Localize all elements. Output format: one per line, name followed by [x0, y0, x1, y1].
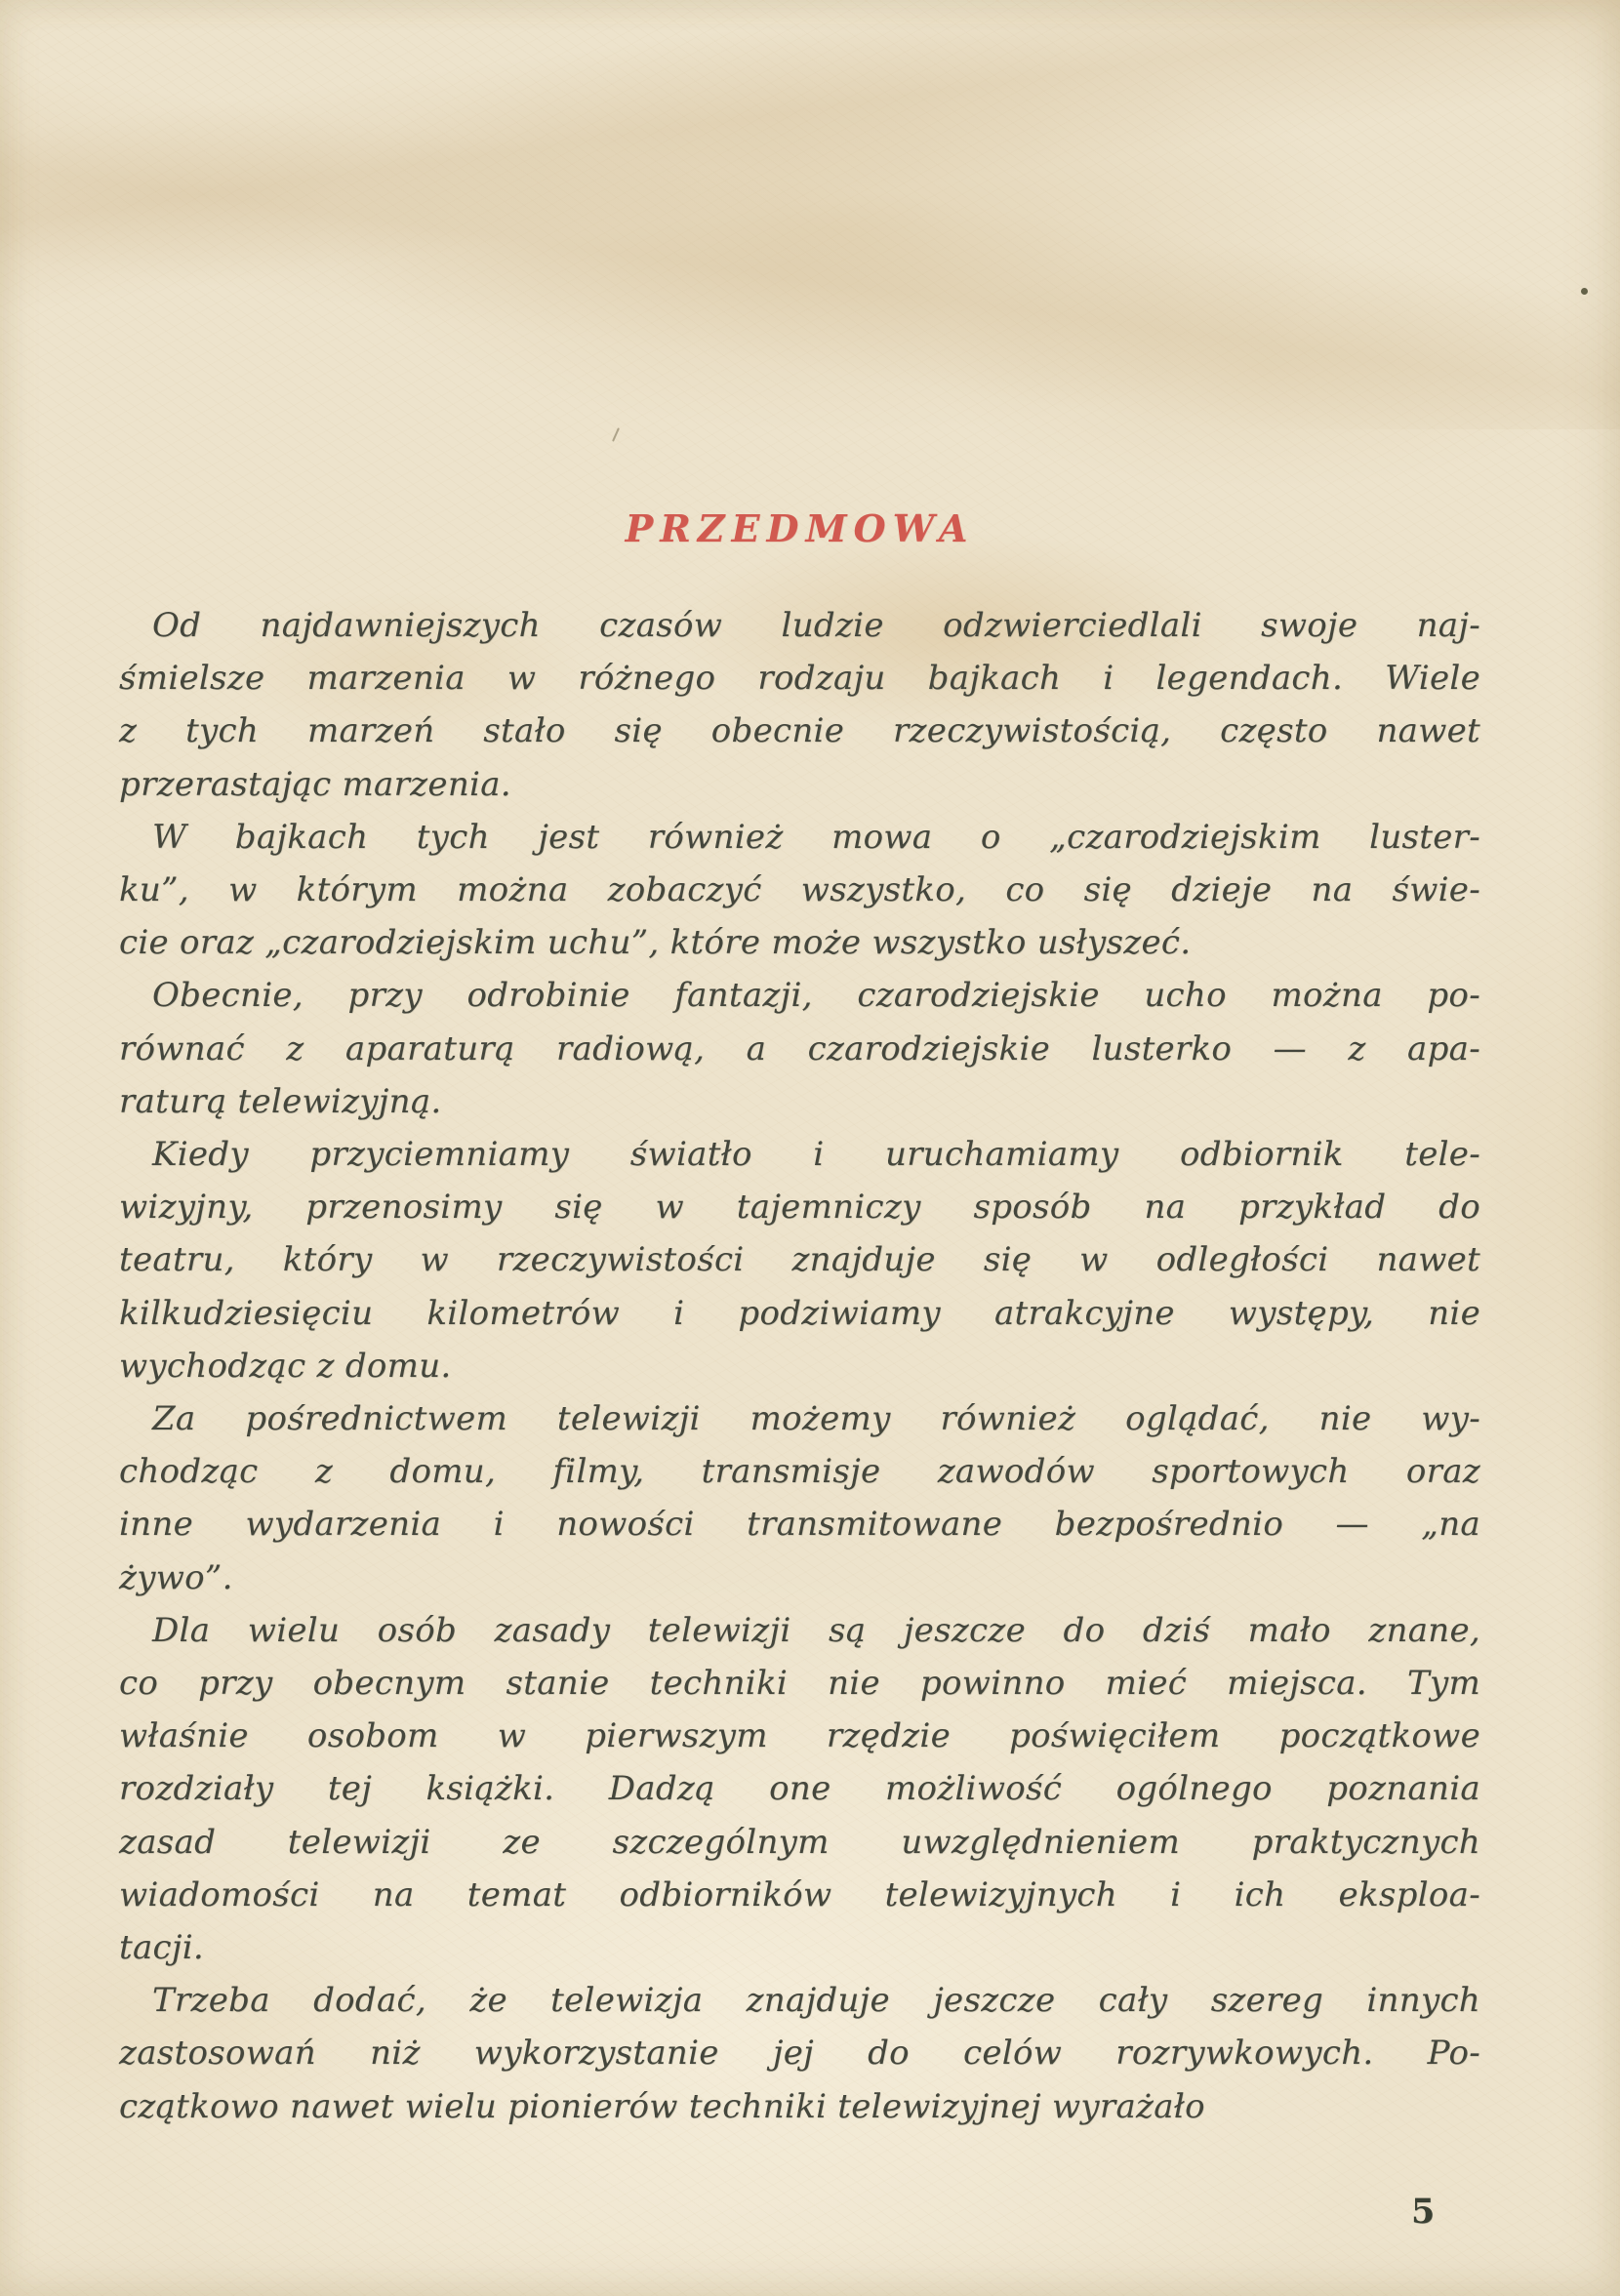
text-line: rozdziały tej książki. Dadzą one możliwość ogólnego poznania	[119, 1769, 1480, 1809]
text-line: Kiedy przyciemniamy światło i uruchamiamy odbiornik tele-	[152, 1135, 1480, 1175]
text-line: teatru, który w rzeczywistości znajduje się w odległości nawet	[119, 1240, 1480, 1280]
text-line: Dla wielu osób zasady telewizji są jeszcze do dziś mało znane,	[152, 1610, 1480, 1650]
text-line: wiadomości na temat odbiorników telewizyjnych i ich eksploa-	[119, 1874, 1480, 1914]
text-line: ku”, w którym można zobaczyć wszystko, co się dzieje na świe-	[119, 870, 1480, 910]
text-line: chodząc z domu, filmy, transmisje zawodów sportowych oraz	[119, 1452, 1480, 1492]
text-line: zasad telewizji ze szczególnym uwzględnieniem praktycznych	[119, 1822, 1480, 1862]
text-line: żywo”.	[119, 1557, 233, 1597]
body-text	[119, 599, 1480, 2133]
text-line: zastosowań niż wykorzystanie jej do celów rozrywkowych. Po-	[119, 2034, 1480, 2074]
paper-fiber	[612, 427, 620, 442]
paper-speck	[1581, 288, 1588, 295]
text-line: czątkowo nawet wielu pionierów techniki telewizyjnej wyrażało	[119, 2086, 1205, 2126]
text-line: cie oraz „czarodziejskim uchu”, które może wszystko usłyszeć.	[119, 923, 1192, 963]
text-line: co przy obecnym stanie techniki nie powinno mieć miejsca. Tym	[119, 1664, 1480, 1704]
text-line: kilkudziesięciu kilometrów i podziwiamy atrakcyjne występy, nie	[119, 1293, 1480, 1333]
text-line: równać z aparaturą radiową, a czarodziejskie lusterko — z apa-	[119, 1028, 1480, 1068]
page-number: 5	[1411, 2192, 1436, 2232]
text-line: wychodząc z domu.	[119, 1346, 452, 1386]
chapter-title: PRZEDMOWA	[625, 506, 975, 550]
text-line: przerastając marzenia.	[119, 764, 511, 804]
text-line: tacji.	[119, 1928, 204, 1968]
text-line: W bajkach tych jest również mowa o „czarodziejskim luster-	[152, 817, 1480, 857]
text-line: Obecnie, przy odrobinie fantazji, czarodziejskie ucho można po-	[152, 976, 1480, 1016]
text-line: Trzeba dodać, że telewizja znajduje jeszcze cały szereg innych	[152, 1981, 1480, 2021]
text-line: właśnie osobom w pierwszym rzędzie poświęciłem początkowe	[119, 1716, 1480, 1756]
text-line: Od najdawniejszych czasów ludzie odzwierciedlali swoje naj-	[152, 606, 1480, 645]
text-line: śmielsze marzenia w różnego rodzaju bajkach i legendach. Wiele	[119, 659, 1480, 699]
text-line: inne wydarzenia i nowości transmitowane bezpośrednio — „na	[119, 1505, 1480, 1545]
text-line: z tych marzeń stało się obecnie rzeczywistością, często nawet	[119, 711, 1480, 751]
text-line: raturą telewizyjną.	[119, 1081, 442, 1121]
text-line: Za pośrednictwem telewizji możemy również oglądać, nie wy-	[152, 1399, 1480, 1439]
text-line: wizyjny, przenosimy się w tajemniczy sposób na przykład do	[119, 1188, 1480, 1228]
